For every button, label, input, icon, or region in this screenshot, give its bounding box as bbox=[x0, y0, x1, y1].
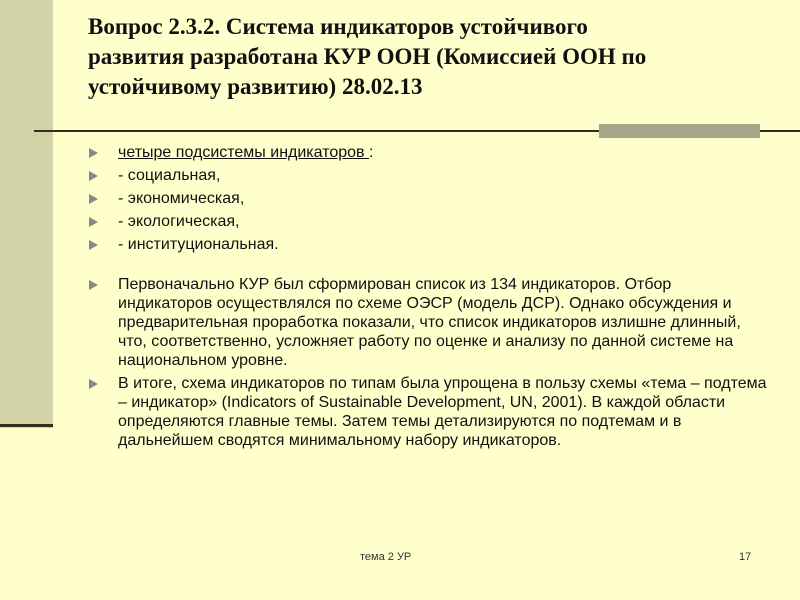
slide-page-number: 17 bbox=[739, 551, 752, 563]
bullet-text: - институциональная. bbox=[118, 236, 279, 253]
bullet-text: Первоначально КУР был сформирован список из 134 индикаторов. Отбор индикаторов осуществлялся по схеме ОЭСР (модель ДСР). Однако обсуждения и предварительная проработка показали, что список индикаторов излишне длинный, что, соответственно, усложняет работу по оценке и анализу по данной системе на национальном уровне. bbox=[118, 276, 741, 369]
bullet-item bbox=[88, 143, 768, 162]
bullet-marker-icon bbox=[89, 194, 98, 204]
bullet-text: В итоге, схема индикаторов по типам была упрощена в пользу схемы «тема – подтема – индикатор» (Indicators of Sustainable Development, UN, 2001). В каждой области определяются главные темы. Затем темы детализируются по подтемам и в дальнейшем сводятся минимальному набору индикаторов. bbox=[118, 375, 767, 449]
bullet-item bbox=[88, 275, 768, 370]
bullet-text: четыре подсистемы индикаторов bbox=[118, 144, 369, 161]
bullet-suffix: : bbox=[368, 144, 374, 161]
bullet-item bbox=[88, 189, 768, 208]
bullet-text: - социальная, bbox=[118, 167, 221, 184]
side-decoration-line bbox=[0, 424, 53, 427]
bullet-text: - экономическая, bbox=[118, 190, 245, 207]
slide-footer: тема 2 УР bbox=[360, 551, 412, 563]
side-decoration-bar bbox=[0, 0, 53, 428]
title-divider-block bbox=[599, 124, 760, 138]
bullet-marker-icon bbox=[89, 280, 98, 290]
bullet-item bbox=[88, 166, 768, 185]
bullet-text: - экологическая, bbox=[118, 213, 240, 230]
bullet-list bbox=[88, 143, 768, 450]
bullet-item bbox=[88, 235, 768, 254]
bullet-marker-icon bbox=[89, 171, 98, 181]
bullet-marker-icon bbox=[89, 148, 98, 158]
bullet-item bbox=[88, 374, 768, 450]
bullet-item bbox=[88, 212, 768, 231]
bullet-marker-icon bbox=[89, 217, 98, 227]
bullet-marker-icon bbox=[89, 240, 98, 250]
bullet-marker-icon bbox=[89, 379, 98, 389]
slide-title: Вопрос 2.3.2. Система индикаторов устойчивого развития разработана КУР ООН (Комиссией ООН по устойчивому развитию) 28.02.13 bbox=[88, 14, 647, 99]
